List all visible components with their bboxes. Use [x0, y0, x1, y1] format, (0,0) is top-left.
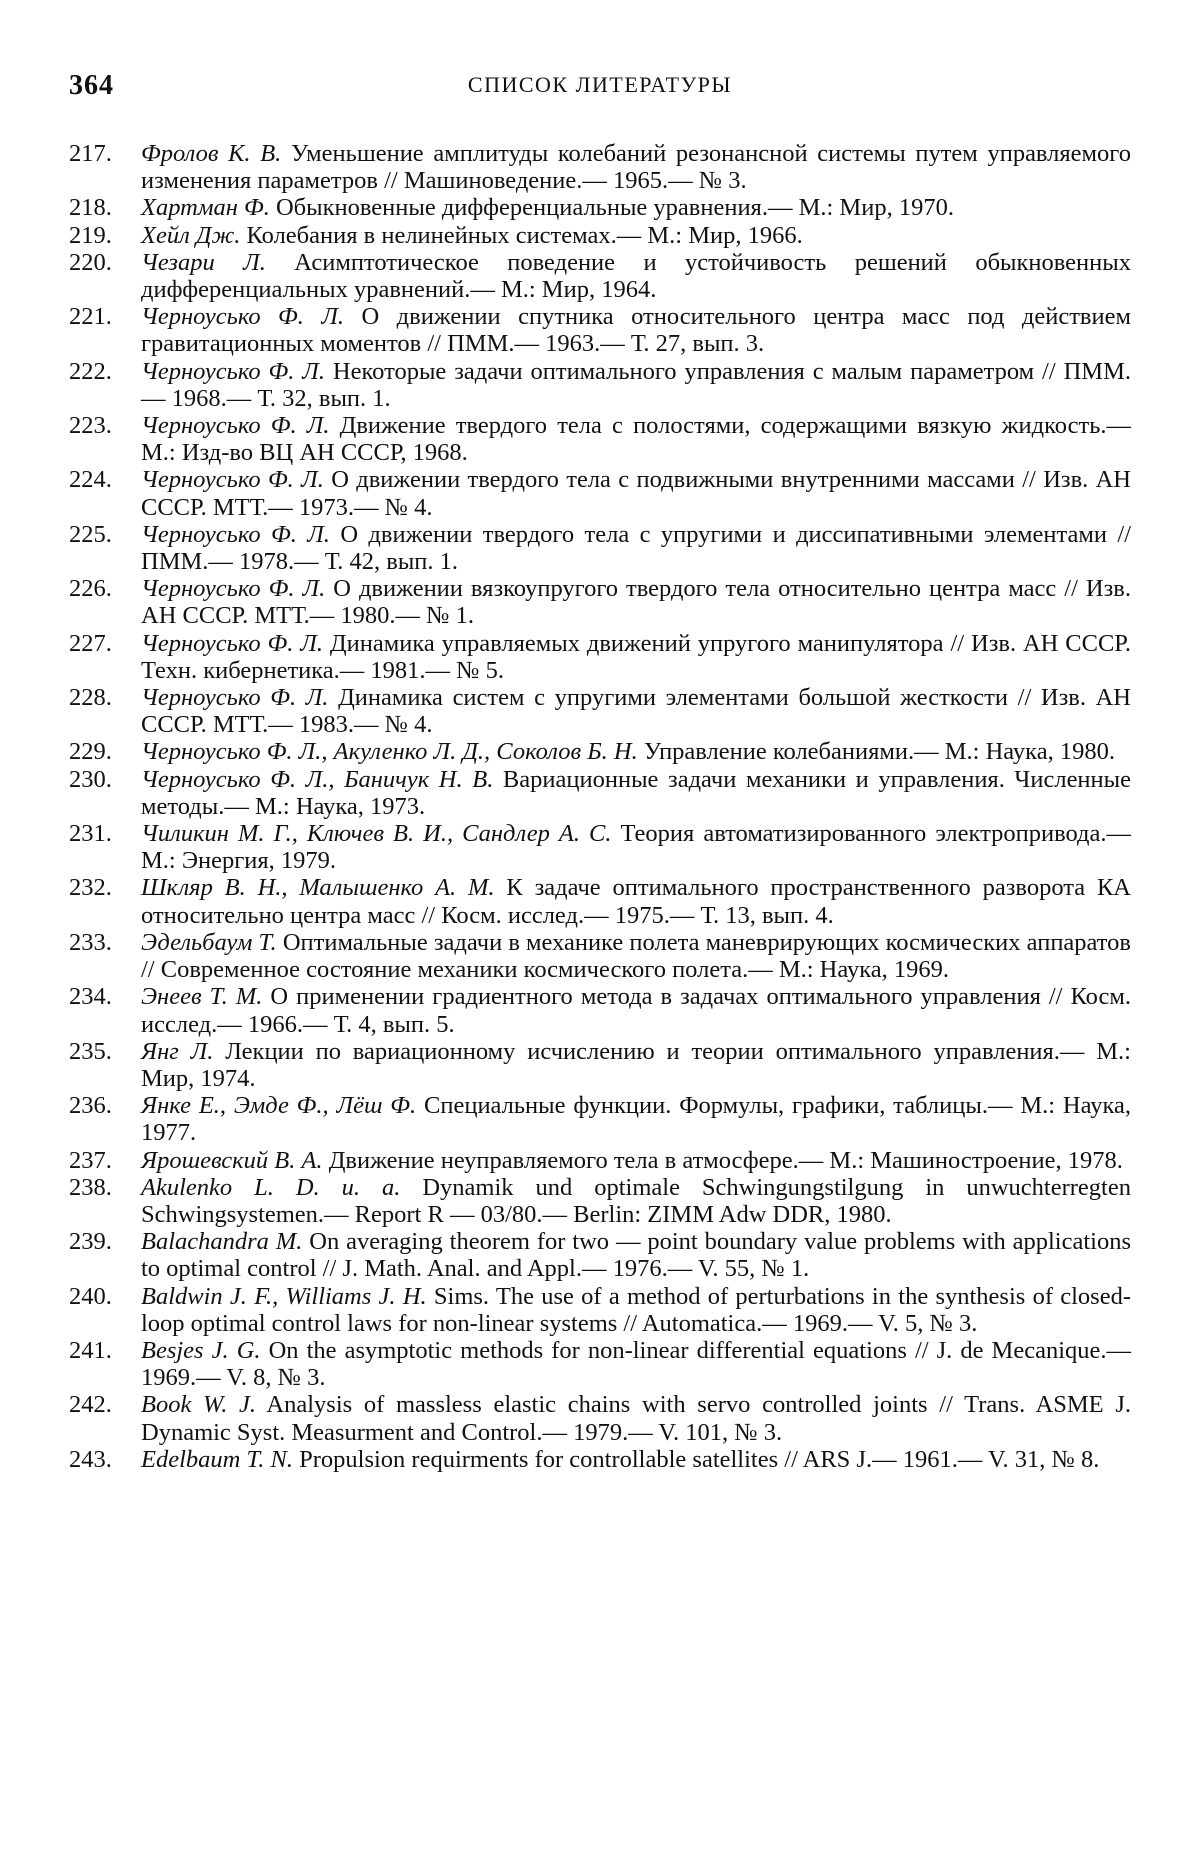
reference-text: О движении спутника относительного центра масс под действием гравитационных моментов // ПММ.— 1963.— Т. 27, вып. 3. — [141, 303, 1131, 358]
reference-entry — [69, 358, 1131, 412]
reference-author: Черноусько Ф. Л., Акуленко Л. Д., Соколов Б. Н. — [141, 738, 638, 766]
reference-text: К задаче оптимального пространственного разворота КА относительно центра масс // Косм. исслед.— 1975.— Т. 13, вып. 4. — [141, 874, 1131, 929]
reference-entry — [69, 929, 1131, 983]
reference-number: 217. — [69, 140, 112, 167]
reference-text: Специальные функции. Формулы, графики, таблицы.— М.: Наука, 1977. — [141, 1092, 1131, 1147]
reference-text: Теория автоматизированного электропривода.— М.: Энергия, 1979. — [141, 820, 1131, 875]
reference-author: Чиликин М. Г., Ключев В. И., Сандлер А. С. — [141, 820, 612, 848]
reference-number: 224. — [69, 466, 112, 494]
reference-text: Оптимальные задачи в механике полета маневрирующих космических аппаратов // Современное состояние механики космического полета.— М.: Наука, 1969. — [141, 928, 1131, 984]
reference-number: 231. — [69, 820, 112, 848]
reference-text: Dynamik und optimale Schwingungstilgung in unwuchterregten Schwingsystemen.— Report R — 03/80.— Berlin: ZIMM Adw DDR, 1980. — [141, 1173, 1131, 1228]
reference-number: 219. — [69, 221, 112, 249]
reference-number: 239. — [69, 1228, 112, 1256]
reference-text: Analysis of massless elastic chains with servo controlled joints // Trans. ASME J. Dynamic Syst. Measurment and Control.— 1979.— V. 101, № 3. — [141, 1391, 1131, 1446]
reference-text: Propulsion requirments for controllable satellites // ARS J.— 1961.— V. 31, № 8. — [293, 1445, 1100, 1473]
reference-text: Sims. The use of a method of perturbations in the synthesis of closed-loop optimal control laws for non-linear systems // Automatica.— 1969.— V. 5, № 3. — [141, 1282, 1131, 1337]
reference-entry — [69, 1038, 1131, 1092]
page-number: 364 — [69, 70, 114, 101]
reference-number: 232. — [69, 874, 112, 902]
reference-text: Управление колебаниями.— М.: Наука, 1980. — [637, 738, 1115, 766]
reference-number: 236. — [69, 1092, 112, 1120]
reference-entry — [69, 738, 1131, 765]
reference-author: Черноусько Ф. Л. — [141, 629, 323, 657]
reference-entry — [69, 303, 1131, 357]
reference-number: 237. — [69, 1146, 112, 1174]
reference-text: Колебания в нелинейных системах.— М.: Мир, 1966. — [240, 221, 803, 249]
reference-text: Движение твердого тела с полостями, содержащими вязкую жидкость.— М.: Изд-во ВЦ АН СССР, 1968. — [141, 412, 1132, 467]
reference-number: 233. — [69, 928, 112, 956]
reference-entry — [69, 466, 1131, 520]
reference-entry — [69, 874, 1131, 928]
reference-author: Фролов К. В. — [141, 140, 282, 167]
reference-number: 230. — [69, 765, 112, 793]
reference-number: 222. — [69, 357, 112, 385]
reference-entry — [69, 766, 1131, 820]
reference-number: 228. — [69, 684, 112, 712]
reference-number: 223. — [69, 412, 112, 440]
reference-entry — [69, 412, 1131, 466]
reference-author: Янг Л. — [141, 1037, 214, 1065]
reference-author: Хартман Ф. — [141, 194, 270, 222]
reference-author: Ярошевский В. А. — [141, 1146, 323, 1174]
reference-number: 225. — [69, 520, 112, 548]
page-header — [69, 70, 1131, 110]
reference-number: 234. — [69, 983, 112, 1011]
reference-number: 229. — [69, 738, 112, 766]
reference-entry — [69, 194, 1131, 221]
reference-text: Вариационные задачи механики и управления. Численные методы.— М.: Наука, 1973. — [141, 765, 1131, 820]
reference-author: Черноусько Ф. Л. — [141, 303, 345, 331]
reference-number: 218. — [69, 194, 112, 222]
reference-text: О движении твердого тела с подвижными внутренними массами // Изв. АН СССР. МТТ.— 1973.— № 4. — [141, 466, 1131, 521]
reference-text: Лекции по вариационному исчислению и теории оптимального управления.— М.: Мир, 1974. — [141, 1037, 1131, 1092]
reference-number: 221. — [69, 303, 112, 331]
reference-author: Balachandra M. — [141, 1228, 303, 1256]
reference-number: 243. — [69, 1445, 112, 1473]
running-head: СПИСОК ЛИТЕРАТУРЫ — [467, 72, 733, 97]
reference-entry — [69, 521, 1131, 575]
reference-number: 220. — [69, 248, 112, 276]
reference-text: Некоторые задачи оптимального управления с малым параметром // ПММ.— 1968.— Т. 32, вып. 1. — [141, 357, 1131, 412]
reference-author: Besjes J. G. — [141, 1336, 261, 1364]
reference-author: Энеев Т. М. — [141, 983, 263, 1011]
reference-entry — [69, 983, 1131, 1037]
reference-number: 240. — [69, 1282, 112, 1310]
reference-text: Обыкновенные дифференциальные уравнения.— М.: Мир, 1970. — [269, 194, 954, 222]
reference-text: О движении твердого тела с упругими и диссипативными элементами // ПММ.— 1978.— Т. 42, вып. 1. — [141, 520, 1131, 576]
reference-entry — [69, 140, 1131, 194]
reference-number: 242. — [69, 1391, 112, 1419]
reference-entry — [69, 1092, 1131, 1146]
reference-author: Шкляр В. Н., Малышенко А. М. — [141, 874, 495, 902]
reference-entry — [69, 1174, 1131, 1228]
reference-author: Черноусько Ф. Л. — [141, 684, 329, 712]
reference-text: Движение неуправляемого тела в атмосфере.— М.: Машиностроение, 1978. — [322, 1146, 1123, 1174]
reference-number: 238. — [69, 1173, 112, 1201]
reference-entry — [69, 1391, 1131, 1445]
reference-entry — [69, 1337, 1131, 1391]
reference-author: Akulenko L. D. u. a. — [141, 1173, 401, 1201]
reference-list — [69, 140, 1131, 1473]
reference-author: Edelbaum T. N. — [141, 1445, 293, 1473]
reference-entry — [69, 820, 1131, 874]
reference-entry — [69, 630, 1131, 684]
reference-entry — [69, 1446, 1131, 1473]
reference-author: Черноусько Ф. Л., Баничук Н. В. — [141, 765, 494, 793]
reference-number: 226. — [69, 575, 112, 603]
reference-author: Черноусько Ф. Л. — [141, 357, 325, 385]
reference-text: Динамика систем с упругими элементами большой жесткости // Изв. АН СССР. МТТ.— 1983.— № 4. — [141, 684, 1131, 739]
reference-text: Динамика управляемых движений упругого манипулятора // Изв. АН СССР. Техн. кибернетика.— 1981.— № 5. — [141, 629, 1131, 684]
reference-author: Черноусько Ф. Л. — [141, 520, 330, 548]
reference-text: О движении вязкоупругого твердого тела относительно центра масс // Изв. АН СССР. МТТ.— 1980.— № 1. — [141, 575, 1131, 630]
reference-entry — [69, 684, 1131, 738]
reference-entry — [69, 222, 1131, 249]
reference-text: Асимптотическое поведение и устойчивость решений обыкновенных дифференциальных уравнений.— М.: Мир, 1964. — [141, 248, 1131, 304]
reference-number: 241. — [69, 1336, 112, 1364]
reference-author: Черноусько Ф. Л. — [141, 575, 326, 603]
reference-entry — [69, 1283, 1131, 1337]
reference-entry — [69, 1228, 1131, 1282]
reference-entry — [69, 1147, 1131, 1174]
reference-text: On the asymptotic methods for non-linear differential equations // J. de Mecanique.— 1969.— V. 8, № 3. — [141, 1336, 1131, 1392]
reference-author: Хейл Дж. — [141, 221, 241, 249]
reference-number: 227. — [69, 629, 112, 657]
reference-author: Черноусько Ф. Л. — [141, 412, 330, 440]
reference-entry — [69, 575, 1131, 629]
reference-author: Черноусько Ф. Л. — [141, 466, 324, 494]
reference-author: Чезари Л. — [141, 248, 266, 276]
reference-author: Baldwin J. F., Williams J. H. — [141, 1282, 427, 1310]
reference-author: Янке Е., Эмде Ф., Лёш Ф. — [141, 1092, 417, 1120]
reference-author: Эдельбаум Т. — [141, 928, 277, 956]
reference-text: On averaging theorem for two — point boundary value problems with applications to optimal control // J. Math. Anal. and Appl.— 1976.— V. 55, № 1. — [141, 1228, 1131, 1283]
reference-entry — [69, 249, 1131, 303]
reference-text: Уменьшение амплитуды колебаний резонансной системы путем управляемого изменения параметров // Машиноведение.— 1965.— № 3. — [141, 140, 1131, 195]
reference-text: О применении градиентного метода в задачах оптимального управления // Косм. исслед.— 1966.— Т. 4, вып. 5. — [141, 983, 1131, 1038]
reference-number: 235. — [69, 1037, 112, 1065]
reference-author: Book W. J. — [141, 1391, 257, 1419]
